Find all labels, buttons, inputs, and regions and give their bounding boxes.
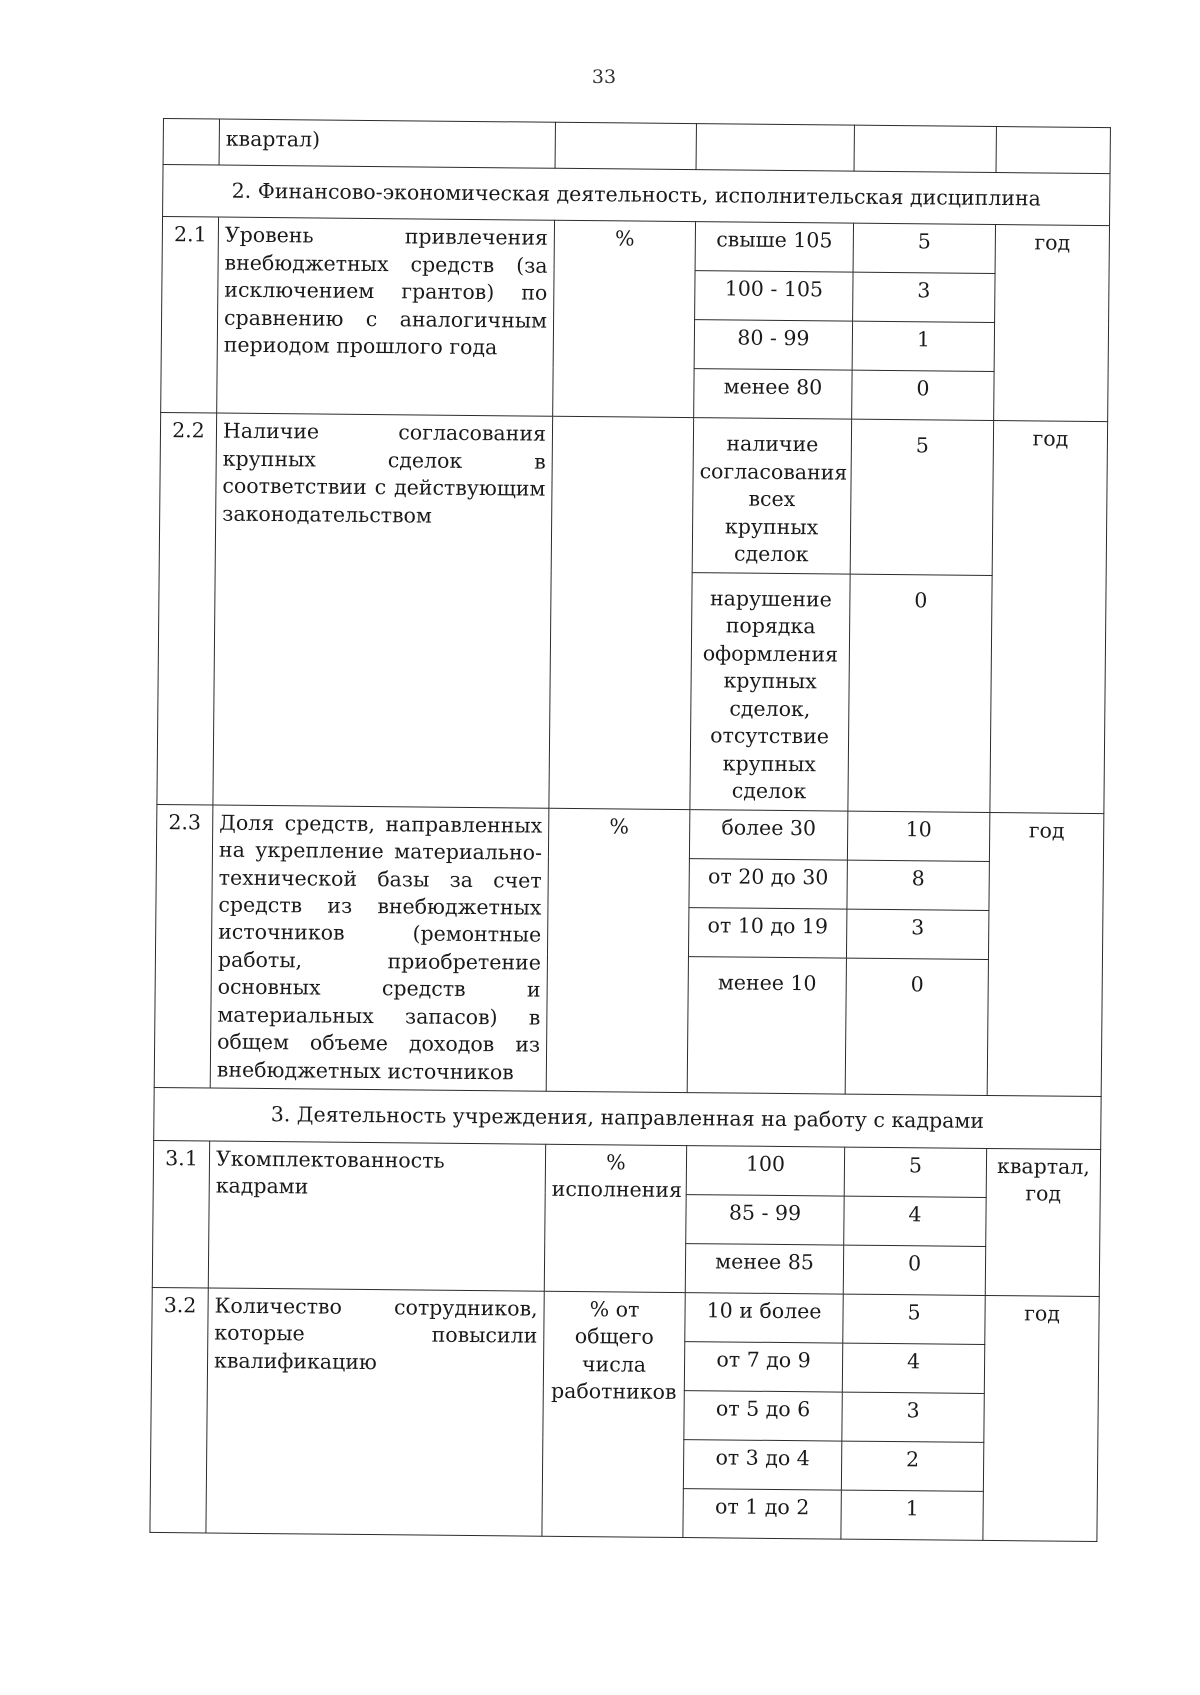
criterion-points: 10 [847, 811, 989, 861]
section-title: 3. Деятельность учреждения, направленная на работу с кадрами [154, 1088, 1101, 1150]
criterion-unit: % от общего числа работников [542, 1291, 685, 1537]
criterion-value: от 20 до 30 [689, 858, 847, 909]
criterion-points: 2 [841, 1441, 983, 1491]
criterion-points: 4 [842, 1343, 984, 1393]
criterion-period: квартал, год [985, 1148, 1100, 1296]
criterion-points: 0 [848, 574, 992, 812]
criterion-value: менее 10 [687, 956, 846, 1094]
table-row [153, 1140, 1100, 1198]
section-title: 2. Финансово-экономическая деятельность, исполнительская дисциплина [163, 165, 1110, 227]
criterion-points: 5 [843, 1294, 985, 1344]
criterion-value: 100 - 105 [695, 271, 853, 322]
criterion-value: от 3 до 4 [683, 1439, 841, 1490]
criterion-value: менее 80 [694, 369, 852, 420]
criterion-unit [549, 417, 694, 809]
criterion-points: 0 [852, 371, 994, 421]
criterion-unit: % исполнения [544, 1144, 686, 1292]
criterion-value: от 1 до 2 [683, 1488, 841, 1539]
page-number: 33 [591, 66, 617, 88]
table-row [162, 217, 1109, 275]
criterion-name: квартал) [219, 119, 555, 168]
criterion-number [163, 119, 219, 166]
criterion-points: 5 [844, 1147, 986, 1197]
criterion-value: от 5 до 6 [684, 1390, 842, 1441]
criterion-value: 80 - 99 [694, 320, 852, 371]
criterion-name: Укомплектованность кадрами [208, 1141, 545, 1291]
criterion-points: 1 [841, 1490, 983, 1540]
criterion-name: Уровень привлечения внебюджетных средств (за исключением грантов) по сравнению с аналогичным периодом прошлого года [217, 218, 555, 417]
criterion-points: 5 [850, 420, 993, 576]
criterion-period: год [994, 225, 1110, 422]
section-header-row [163, 165, 1110, 227]
criterion-period: год [983, 1295, 1099, 1541]
criterion-points: 3 [853, 273, 995, 323]
criterion-points: 1 [852, 322, 994, 372]
criterion-value: нарушение порядка оформления крупных сделок, отсутствие крупных сделок [690, 572, 850, 810]
table-row [152, 1287, 1099, 1345]
criterion-points: 8 [847, 860, 989, 910]
criterion-value: 100 [686, 1145, 844, 1196]
criterion-points: 3 [842, 1392, 984, 1442]
criterion-value: от 10 до 19 [688, 907, 846, 958]
criterion-value: наличие согласования всех крупных сделок [692, 418, 851, 574]
criterion-value: менее 85 [685, 1243, 843, 1294]
criterion-value [696, 124, 854, 172]
criterion-name: Доля средств, направленных на укрепление материально-технической базы за счет средств из внебюджетных источников (ремонтные работы, приобретение основных средств и материальных запасов) в общем объеме доходов из внебюджетных источников [210, 805, 549, 1092]
criterion-points: 5 [853, 224, 995, 274]
criterion-value: от 7 до 9 [684, 1341, 842, 1392]
criterion-number: 3.2 [150, 1287, 208, 1533]
section-header-row [154, 1088, 1101, 1150]
criterion-points [854, 125, 996, 172]
criterion-name: Наличие согласования крупных сделок в соответствии с действующим законодательством [213, 413, 553, 807]
criterion-period: год [987, 812, 1104, 1097]
criteria-table [149, 118, 1111, 1542]
criterion-name: Количество сотрудников, которые повысили квалификацию [206, 1288, 544, 1536]
criterion-unit [555, 122, 696, 169]
criterion-value: более 30 [689, 809, 847, 860]
criterion-points: 4 [844, 1196, 986, 1246]
criterion-unit: % [553, 221, 696, 418]
criterion-value: свыше 105 [695, 222, 853, 273]
criterion-points: 0 [845, 958, 988, 1096]
criterion-points: 3 [846, 909, 988, 959]
criterion-value: 85 - 99 [686, 1194, 844, 1245]
table-row [159, 413, 1107, 576]
table-row [156, 804, 1103, 862]
criterion-number: 2.1 [161, 217, 219, 414]
criterion-unit: % [546, 808, 690, 1093]
criterion-points: 0 [843, 1245, 985, 1295]
criterion-period: год [990, 421, 1108, 813]
criterion-number: 3.1 [152, 1140, 209, 1288]
criterion-number: 2.2 [157, 413, 217, 805]
criterion-number: 2.3 [154, 804, 213, 1088]
criterion-period [996, 127, 1110, 174]
criterion-value: 10 и более [685, 1292, 843, 1343]
